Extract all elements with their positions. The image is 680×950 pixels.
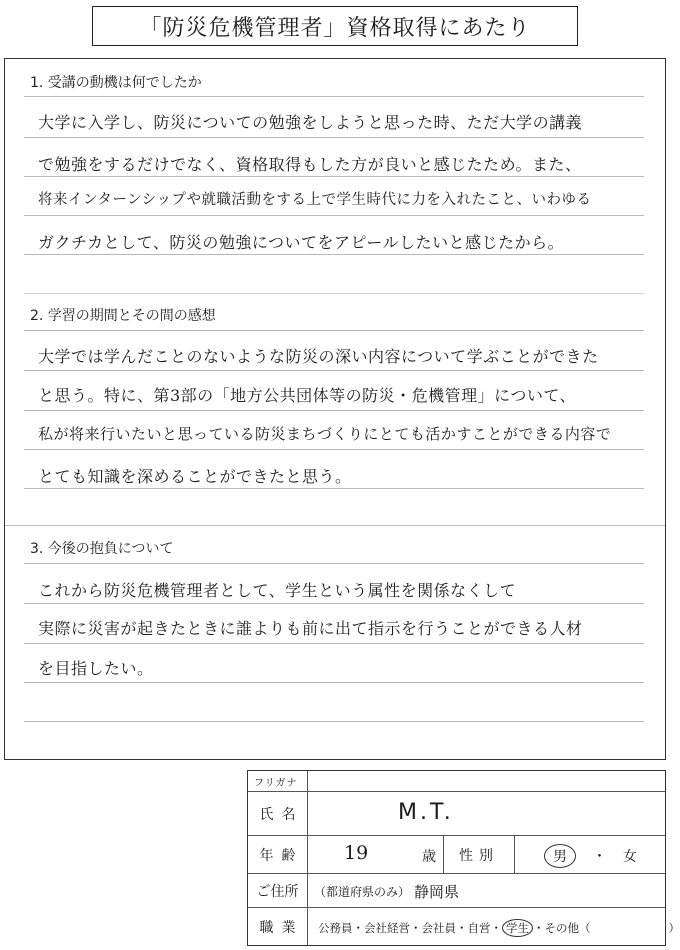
answer-rule [24, 254, 644, 255]
answer-rule [24, 721, 644, 722]
gender-female[interactable]: 女 [622, 849, 637, 865]
answer-2-line-1: 大学では学んだことのないような防災の深い内容について学ぶことができた [38, 347, 599, 366]
occupation-options-pre: 公務員・会社経営・会社員・自営・ [318, 921, 502, 935]
answer-2-line-4: とても知識を深めることができたと思う。 [38, 467, 352, 486]
occupation-row [248, 907, 680, 946]
address-label: ご住所 [248, 874, 308, 908]
address-row [248, 873, 665, 908]
answer-rule [24, 176, 644, 177]
age-gender-row [248, 835, 665, 874]
answer-rule [24, 137, 644, 138]
question-3-heading: 3. 今後の抱負について [30, 541, 174, 557]
answer-3-line-3: を目指したい。 [38, 659, 154, 678]
answer-1-line-1: 大学に入学し、防災についての勉強をしようと思った時、ただ大学の講義 [38, 113, 583, 132]
answer-rule [24, 330, 644, 331]
answer-rule [24, 449, 644, 450]
gender-options [544, 844, 637, 868]
answer-1-line-2: で勉強をするだけでなく、資格取得もした方が良いと感じたため。また、 [38, 155, 582, 174]
answer-rule [24, 643, 644, 644]
answer-2-line-3: 私が将来行いたいと思っている防災まちづくりにとても活かすことができる内容で [38, 425, 612, 443]
answer-rule [24, 293, 644, 294]
question-1-heading: 1. 受講の動機は何でしたか [30, 75, 202, 91]
section-divider [5, 525, 665, 526]
answer-1-line-3: 将来インターンシップや就職活動をする上で学生時代に力を入れたこと、いわゆる [38, 192, 592, 208]
address-value: 静岡県 [414, 883, 460, 901]
furigana-row [248, 771, 665, 791]
question-2-heading: 2. 学習の期間とその間の感想 [30, 308, 216, 324]
gender-label: 性別 [443, 836, 515, 874]
occupation-close-paren: ） [668, 921, 680, 935]
answer-rule [24, 410, 644, 411]
respondent-info-table [247, 770, 680, 946]
age-unit: 歳 [422, 849, 436, 865]
name-label: 氏名 [248, 792, 308, 836]
answer-rule [24, 682, 644, 683]
occupation-options [318, 919, 680, 937]
answer-rule [24, 603, 644, 604]
answer-2-line-2: と思う。特に、第3部の「地方公共団体等の防災・危機管理」について、 [38, 386, 577, 405]
answer-rule [24, 488, 644, 489]
answer-rule [24, 563, 644, 564]
answer-3-line-2: 実際に災害が起きたときに誰よりも前に出て指示を行うことができる人材 [38, 619, 583, 638]
occupation-options-post: ・その他（ [533, 921, 591, 935]
name-value: M.T. [398, 800, 454, 825]
document-title: 「防災危機管理者」資格取得にあたり [92, 6, 578, 46]
age-label: 年齢 [248, 836, 308, 874]
name-row [248, 791, 665, 836]
answer-rule [24, 370, 644, 371]
occupation-label: 職業 [248, 908, 308, 946]
address-note: （都道府県のみ） [314, 885, 411, 899]
occupation-student-selected[interactable]: 学生 [502, 919, 533, 937]
furigana-label: フリガナ [248, 771, 308, 791]
age-value: 19 [344, 842, 369, 864]
answer-rule [24, 215, 644, 216]
gender-male-selected[interactable]: 男 [544, 844, 576, 868]
gender-separator: ・ [592, 849, 607, 865]
answer-rule [24, 96, 644, 97]
answer-1-line-4: ガクチカとして、防災の勉強についてをアピールしたいと感じたから。 [38, 233, 565, 252]
answer-3-line-1: これから防災危機管理者として、学生という属性を関係なくして [38, 581, 517, 600]
